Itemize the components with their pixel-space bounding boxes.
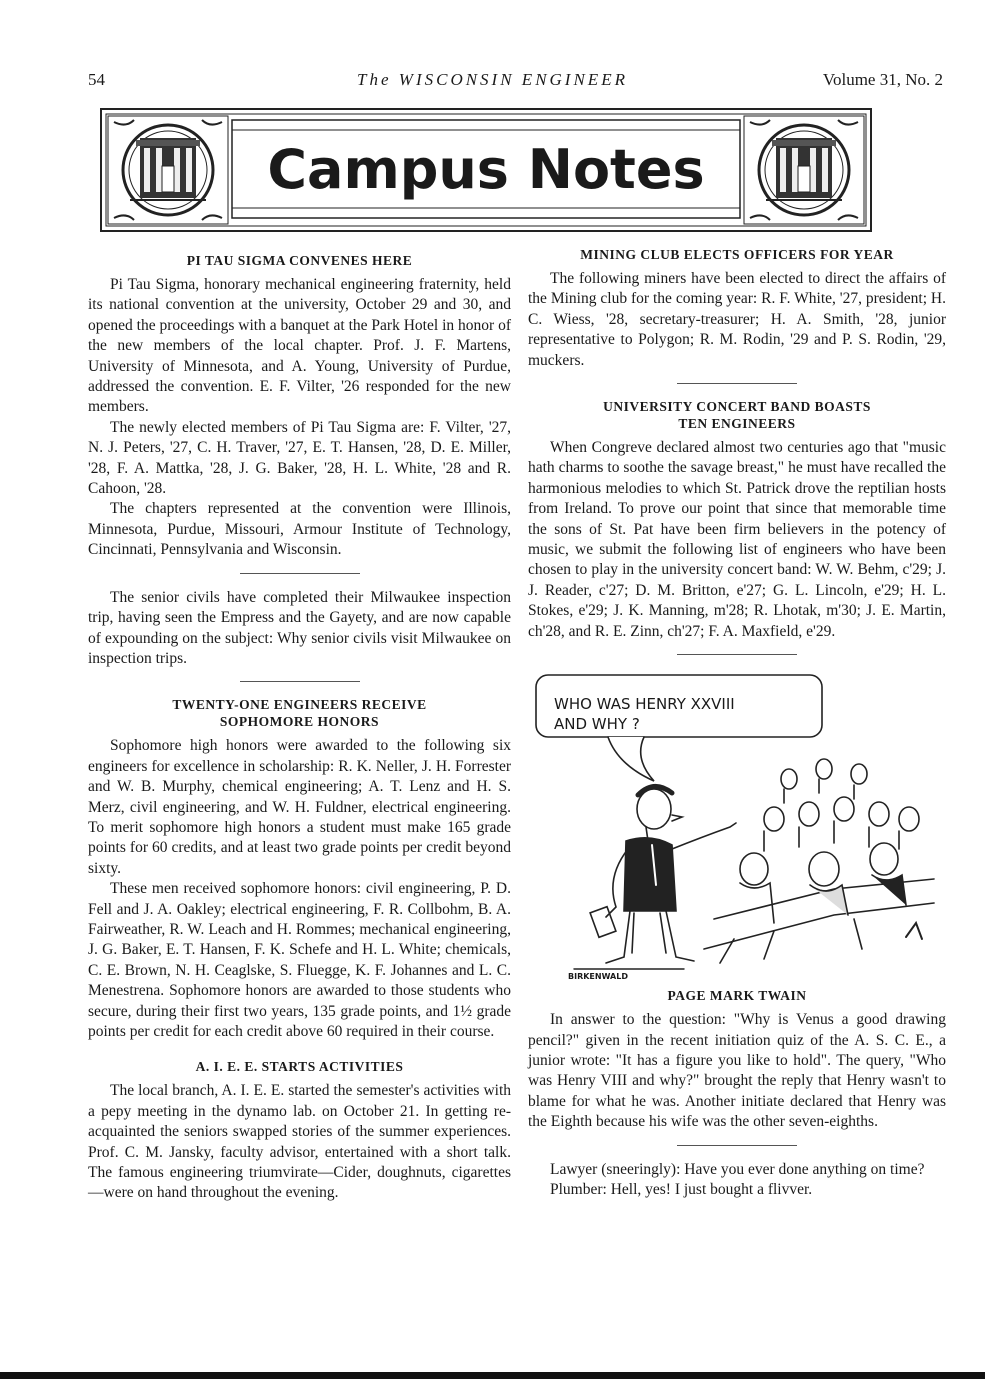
sophomore-heading	[88, 696, 511, 730]
twain-paragraph: In answer to the question: "Why is Venus a good drawing pencil?" given in the recent initiation quiz of the A. S. C. E., a junior wrote: "It has a figure you like to hold". The query, "Who was Henry VIII and why?" brought the reply that Henry wasn't to blame for what he was. Another initiate declared that Henry was the Eighth because his wife was the other seven-eighths.	[528, 1011, 946, 1131]
cartoon-illustration	[534, 669, 939, 979]
left-column	[88, 252, 511, 1204]
right-column	[528, 246, 946, 1200]
band-heading-line-2: TEN ENGINEERS	[678, 416, 796, 432]
cartoon-signature: BIRKENWALD	[568, 972, 628, 980]
aiee-paragraph: The local branch, A. I. E. E. started the semester's activities with a pepy meeting in the dynamo lab. on October 21. In getting re-acquainted the seniors swapped stories of the summer experiences. Prof. C. M. Jansky, faculty advisor, entertained with a short talk. The famous engineering triumvirate—Cider, doughnuts, cigarettes—were on hand throughout the evening.	[88, 1082, 511, 1202]
aiee-heading: A. I. E. E. STARTS ACTIVITIES	[195, 1059, 404, 1075]
campus-notes-banner	[100, 108, 872, 232]
volume-number: Volume 31, No. 2	[822, 70, 943, 89]
scan-bottom-edge	[0, 1372, 985, 1379]
band-heading	[528, 398, 946, 432]
twain-heading: PAGE MARK TWAIN	[667, 988, 807, 1004]
mining-heading: MINING CLUB ELECTS OFFICERS FOR YEAR	[580, 247, 894, 262]
page-number: 54	[88, 70, 105, 89]
divider	[240, 681, 360, 682]
band-paragraph: When Congreve declared almost two centuries ago that "music hath charms to soothe the savage breast," he must have recalled the harmonious melodies to which St. Patrick drove the reptilian hosts from Ireland. To prove our point that since that memorable time the sons of St. Pat have been firm believers in the potency of music, we submit the following list of engineers who have been chosen to play in the university concert band: W. W. Behm, c'29; J. J. Reader, c'27; D. M. Britton, e'27; G. L. Lincoln, e'29; H. L. Stokes, e'29; J. K. Manning, m'28; R. Lhotak, m'30; J. E. Martin, ch'28, and R. E. Zinn, ch'27; F. A. Maxfield, e'29.	[528, 439, 946, 640]
divider	[677, 383, 797, 384]
sophomore-paragraph-2: These men received sophomore honors: civil engineering, P. D. Fell and J. A. Oakley; electrical engineering, F. R. Collbohm, B. A. Fairweather, R. W. Leach and H. Rommes; mechanical engineering, J. G. Baker, E. T. Hansen, F. K. Schefe and H. L. White; chemicals, C. E. Brown, N. H. Ceaglske, S. Fluegge, K. F. Johannes and L. C. Menestrena. Sophomore honors are awarded to those students who secure, during their first two years, 135 grade points, and 1½ grade points per credit for each credit above 60 required in their course.	[88, 880, 511, 1040]
divider	[677, 1145, 797, 1146]
sophomore-paragraph-1: Sophomore high honors were awarded to the following six engineers for excellence in scholarship: R. K. Neller, J. H. Forrester and W. B. Murphy, chemical engineering; A. T. Lenz and H. S. Merz, civil engineering, and W. H. Fuldner, electrical engineering. To merit sophomore high honors a student must make 165 grade points for 60 credits, and at least two grade points per credit beyond sixty.	[88, 737, 511, 877]
sophomore-heading-line-2: SOPHOMORE HONORS	[219, 714, 380, 730]
building-medallion-right-icon	[744, 116, 864, 224]
speech-bubble-line-2: AND WHY ?	[554, 715, 640, 734]
joke-plumber-line: Plumber: Hell, yes! I just bought a flivver.	[550, 1180, 813, 1198]
building-medallion-left-icon	[108, 116, 228, 224]
mining-paragraph: The following miners have been elected to direct the affairs of the Mining club for the coming year: R. F. White, '27, president; H. C. Wiess, '28, secretary-treasurer; H. A. Smith, '28, junior representative to Polygon; R. M. Rodin, '29 and P. S. Rodin, '29, muckers.	[528, 270, 946, 369]
sophomore-heading-line-1: TWENTY-ONE ENGINEERS RECEIVE	[172, 697, 427, 713]
pi-tau-paragraph-3: The chapters represented at the convention were Illinois, Minnesota, Purdue, Missouri, Armour Institute of Technology, Cincinnati, Pennsylvania and Wisconsin.	[88, 500, 511, 559]
pi-tau-paragraph-1: Pi Tau Sigma, honorary mechanical engineering fraternity, held its national convention at the university, October 29 and 30, and opened the proceedings with a banquet at the Park Hotel in honor of the new members of the local chapter. Prof. J. F. Martens, University of Minnesota, and A. Young, University of Purdue, addressed the convention. E. F. Vilter, '26 responded for the new members.	[88, 276, 511, 416]
journal-title: The WISCONSIN ENGINEER	[357, 70, 628, 89]
divider	[240, 573, 360, 574]
pi-tau-paragraph-2: The newly elected members of Pi Tau Sigma are: F. Vilter, '27, N. J. Peters, '27, C. H. Traver, '27, E. T. Hansen, '28, D. E. Miller, '28, F. A. Mattka, '28, J. G. Baker, '28, H. L. White, '28 and R. Cahoon, '28.	[88, 418, 511, 498]
senior-civils-paragraph: The senior civils have completed their Milwaukee inspection trip, having seen the Empress and the Gayety, and are now capable of expounding on the subject: Why senior civils visit Milwaukee on inspection trips.	[88, 588, 511, 667]
divider	[677, 654, 797, 655]
speech-bubble-line-1: WHO WAS HENRY XXVIII	[554, 695, 735, 714]
banner-title: Campus Notes	[267, 138, 705, 201]
band-heading-line-1: UNIVERSITY CONCERT BAND BOASTS	[603, 399, 871, 415]
joke-lawyer-line: Lawyer (sneeringly): Have you ever done anything on time?	[550, 1160, 925, 1178]
pi-tau-heading: PI TAU SIGMA CONVENES HERE	[186, 253, 413, 268]
